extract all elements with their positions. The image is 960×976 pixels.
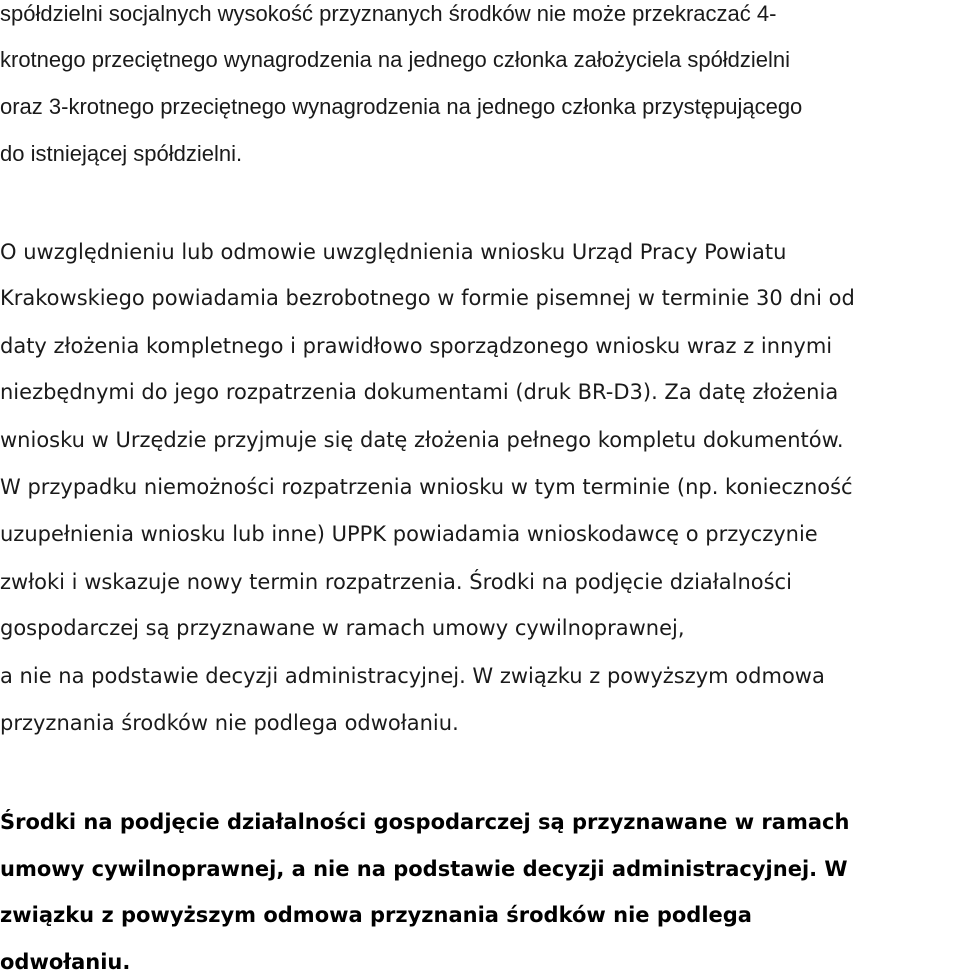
main-line-3: daty złożenia kompletnego i prawidłowo sporządzonego wniosku wraz z innymi (0, 334, 833, 358)
intro-line-1: spółdzielni socjalnych wysokość przyznanych środków nie może przekraczać 4- (0, 1, 777, 26)
main-line-2: Krakowskiego powiadamia bezrobotnego w formie pisemnej w terminie 30 dni od (0, 286, 855, 310)
main-line-5: wniosku w Urzędzie przyjmuje się datę złożenia pełnego kompletu dokumentów. (0, 428, 844, 452)
intro-line-3: oraz 3-krotnego przeciętnego wynagrodzenia na jednego członka przystępującego (0, 94, 803, 119)
main-line-6: W przypadku niemożności rozpatrzenia wniosku w tym terminie (np. konieczność (0, 475, 853, 499)
main-line-1: O uwzględnieniu lub odmowie uwzględnienia wniosku Urząd Pracy Powiatu (0, 240, 787, 264)
bold-line-1: Środki na podjęcie działalności gospodarczej są przyznawane w ramach (0, 810, 850, 834)
bold-line-3: związku z powyższym odmowa przyznania środków nie podlega (0, 903, 752, 927)
main-line-11: przyznania środków nie podlega odwołaniu. (0, 711, 459, 735)
main-line-7: uzupełnienia wniosku lub inne) UPPK powiadamia wnioskodawcę o przyczynie (0, 522, 818, 546)
main-line-8: zwłoki i wskazuje nowy termin rozpatrzenia. Środki na podjęcie działalności (0, 570, 792, 594)
main-line-10: a nie na podstawie decyzji administracyjnej. W związku z powyższym odmowa (0, 664, 825, 688)
main-line-4: niezbędnymi do jego rozpatrzenia dokumentami (druk BR-D3). Za datę złożenia (0, 380, 839, 404)
intro-line-4: do istniejącej spółdzielni. (0, 141, 243, 166)
main-line-9: gospodarczej są przyznawane w ramach umowy cywilnoprawnej, (0, 616, 685, 640)
intro-line-2: krotnego przeciętnego wynagrodzenia na jednego członka założyciela spółdzielni (0, 47, 791, 72)
bold-line-4: odwołaniu. (0, 950, 131, 974)
bold-line-2: umowy cywilnoprawnej, a nie na podstawie decyzji administracyjnej. W (0, 857, 848, 881)
